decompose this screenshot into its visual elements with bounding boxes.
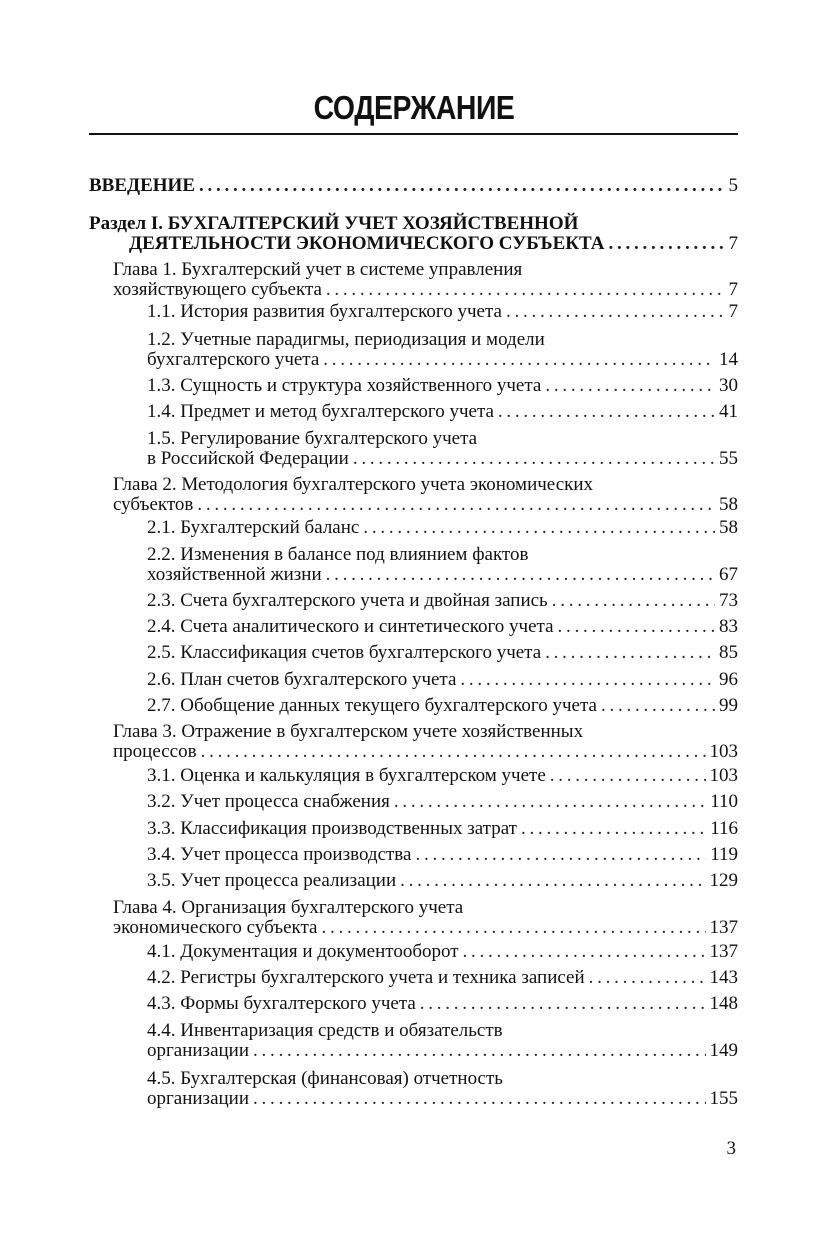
toc-entry-title: ВВЕДЕНИЕ bbox=[89, 175, 195, 196]
toc-entry-title: Глава 2. Методология бухгалтерского учета экономических bbox=[113, 474, 594, 495]
toc-page-number: 30 bbox=[719, 375, 738, 396]
toc-entry-title: 3.1. Оценка и калькуляция в бухгалтерском учете bbox=[147, 765, 546, 786]
toc-page-number: 83 bbox=[719, 616, 738, 637]
toc-page-number: 7 bbox=[728, 233, 738, 254]
dot-leader bbox=[199, 176, 725, 196]
toc-page-number: 103 bbox=[709, 765, 738, 786]
toc-entry-2-6[interactable] bbox=[89, 670, 738, 690]
toc-entry-2-1[interactable] bbox=[89, 518, 738, 538]
toc-entry-title: 1.3. Сущность и структура хозяйственного учета bbox=[147, 375, 542, 396]
toc-page-number: 14 bbox=[719, 349, 738, 370]
dot-leader bbox=[321, 918, 705, 938]
toc-entry-3-5[interactable] bbox=[89, 871, 738, 891]
toc-page-number: 58 bbox=[719, 494, 738, 515]
toc-entry-title-continued: организации bbox=[147, 1088, 250, 1109]
dot-leader bbox=[545, 643, 715, 663]
toc-entry-title: 2.6. План счетов бухгалтерского учета bbox=[147, 669, 457, 690]
dot-leader bbox=[608, 234, 724, 254]
toc-page-number: 103 bbox=[709, 741, 738, 762]
dot-leader bbox=[353, 449, 715, 469]
page-number: 3 bbox=[726, 1138, 736, 1159]
toc-entry-4-1[interactable] bbox=[89, 942, 738, 962]
dot-leader bbox=[201, 742, 706, 762]
toc-entry-title-continued: хозяйственной жизни bbox=[147, 564, 322, 585]
toc-entry-1-4[interactable] bbox=[89, 402, 738, 422]
toc-entry-3-2[interactable] bbox=[89, 792, 738, 812]
toc-page-number: 143 bbox=[709, 967, 738, 988]
toc-entry-title: 1.1. История развития бухгалтерского учета bbox=[147, 301, 502, 322]
toc-entry-2-3[interactable] bbox=[89, 591, 738, 611]
toc-entry-chapter-1[interactable] bbox=[89, 260, 738, 300]
toc-page-number: 137 bbox=[709, 917, 738, 938]
dot-leader bbox=[323, 350, 715, 370]
toc-entry-title: Глава 3. Отражение в бухгалтерском учете хозяйственных bbox=[113, 721, 584, 742]
dot-leader bbox=[545, 376, 715, 396]
dot-leader bbox=[521, 819, 706, 839]
toc-entry-introduction[interactable] bbox=[89, 176, 738, 196]
toc-entry-title: 4.1. Документация и документооборот bbox=[147, 941, 459, 962]
toc-entry-title: 3.2. Учет процесса снабжения bbox=[147, 791, 390, 812]
toc-entry-title: 2.7. Обобщение данных текущего бухгалтерского учета bbox=[147, 695, 597, 716]
toc-page-number: 55 bbox=[719, 448, 738, 469]
toc-page-number: 148 bbox=[709, 993, 738, 1014]
toc-page-number: 58 bbox=[719, 517, 738, 538]
toc-page-number: 129 bbox=[709, 870, 738, 891]
dot-leader bbox=[601, 696, 715, 716]
toc-entry-title: 2.2. Изменения в балансе под влиянием фактов bbox=[147, 544, 529, 565]
toc-page-number: 5 bbox=[728, 175, 738, 196]
toc-page-number: 85 bbox=[719, 642, 738, 663]
dot-leader bbox=[363, 518, 715, 538]
toc-page-number: 67 bbox=[719, 564, 738, 585]
toc-entry-title-continued: субъектов bbox=[113, 494, 194, 515]
toc-entry-title: 4.2. Регистры бухгалтерского учета и техника записей bbox=[147, 967, 585, 988]
toc-entry-3-3[interactable] bbox=[89, 819, 738, 839]
toc-entry-2-4[interactable] bbox=[89, 617, 738, 637]
toc-entry-title: Глава 4. Организация бухгалтерского учета bbox=[113, 897, 464, 918]
toc-entry-1-5[interactable] bbox=[89, 429, 738, 469]
toc-entry-title-continued: организации bbox=[147, 1040, 250, 1061]
toc-entry-title: 2.1. Бухгалтерский баланс bbox=[147, 517, 360, 538]
dot-leader bbox=[460, 670, 715, 690]
toc-page-number: 110 bbox=[710, 791, 738, 812]
toc-entry-title-continued: процессов bbox=[113, 741, 197, 762]
toc-entry-1-3[interactable] bbox=[89, 376, 738, 396]
toc-entry-4-5[interactable] bbox=[89, 1069, 738, 1109]
toc-entry-1-2[interactable] bbox=[89, 330, 738, 370]
toc-entry-title: 1.2. Учетные парадигмы, периодизация и модели bbox=[147, 329, 545, 350]
toc-page-number: 149 bbox=[709, 1040, 738, 1061]
toc-entry-chapter-2[interactable] bbox=[89, 475, 738, 515]
toc-page-number: 137 bbox=[709, 941, 738, 962]
toc-entry-3-1[interactable] bbox=[89, 766, 738, 786]
toc-entry-2-5[interactable] bbox=[89, 643, 738, 663]
dot-leader bbox=[197, 495, 715, 515]
dot-leader bbox=[326, 280, 725, 300]
toc-entry-4-3[interactable] bbox=[89, 994, 738, 1014]
dot-leader bbox=[253, 1089, 705, 1109]
toc-entry-2-2[interactable] bbox=[89, 545, 738, 585]
toc-entry-title: 1.5. Регулирование бухгалтерского учета bbox=[147, 428, 478, 449]
toc-entry-3-4[interactable] bbox=[89, 845, 738, 865]
toc-entry-title: 3.5. Учет процесса реализации bbox=[147, 870, 397, 891]
title-divider bbox=[89, 133, 738, 135]
toc-entry-title: 2.3. Счета бухгалтерского учета и двойная запись bbox=[147, 590, 548, 611]
dot-leader bbox=[550, 766, 706, 786]
toc-page-number: 155 bbox=[709, 1088, 738, 1109]
toc-entry-title: 1.4. Предмет и метод бухгалтерского учета bbox=[147, 401, 494, 422]
toc-entry-2-7[interactable] bbox=[89, 696, 738, 716]
toc-page-number: 116 bbox=[710, 818, 738, 839]
toc-page-number: 41 bbox=[719, 401, 738, 422]
toc-entry-title: 4.3. Формы бухгалтерского учета bbox=[147, 993, 416, 1014]
dot-leader bbox=[253, 1041, 705, 1061]
toc-entry-1-1[interactable] bbox=[89, 302, 738, 322]
toc-entry-title: 4.5. Бухгалтерская (финансовая) отчетность bbox=[147, 1068, 503, 1089]
toc-entry-title-continued: хозяйствующего субъекта bbox=[113, 279, 322, 300]
toc-entry-title-continued: в Российской Федерации bbox=[147, 448, 349, 469]
dot-leader bbox=[394, 792, 706, 812]
dot-leader bbox=[463, 942, 706, 962]
toc-page-number: 96 bbox=[719, 669, 738, 690]
toc-page-number: 7 bbox=[728, 279, 738, 300]
toc-page-number: 73 bbox=[719, 590, 738, 611]
toc-entry-chapter-4[interactable] bbox=[89, 898, 738, 938]
dot-leader bbox=[400, 871, 705, 891]
dot-leader bbox=[498, 402, 715, 422]
page-title: СОДЕРЖАНИЕ bbox=[313, 89, 515, 126]
toc-entry-chapter-3[interactable] bbox=[89, 722, 738, 762]
dot-leader bbox=[415, 845, 706, 865]
toc-entry-section-1[interactable] bbox=[89, 214, 738, 254]
dot-leader bbox=[589, 968, 706, 988]
toc-entry-title-continued: ДЕЯТЕЛЬНОСТИ ЭКОНОМИЧЕСКОГО СУБЪЕКТА bbox=[129, 233, 605, 254]
toc-page-number: 7 bbox=[728, 301, 738, 322]
dot-leader bbox=[420, 994, 706, 1014]
dot-leader bbox=[326, 565, 715, 585]
toc-entry-4-2[interactable] bbox=[89, 968, 738, 988]
toc-entry-title: 3.4. Учет процесса производства bbox=[147, 844, 412, 865]
toc-page-number: 99 bbox=[719, 695, 738, 716]
toc-entry-title: 4.4. Инвентаризация средств и обязательств bbox=[147, 1020, 503, 1041]
dot-leader bbox=[558, 617, 715, 637]
toc-entry-title-continued: экономического субъекта bbox=[113, 917, 318, 938]
toc-entry-title: 3.3. Классификация производственных затрат bbox=[147, 818, 517, 839]
dot-leader bbox=[506, 302, 725, 322]
dot-leader bbox=[552, 591, 715, 611]
toc-entry-title-continued: бухгалтерского учета bbox=[147, 349, 320, 370]
toc-page-number: 119 bbox=[710, 844, 738, 865]
toc-entry-title: Глава 1. Бухгалтерский учет в системе управления bbox=[113, 259, 523, 280]
toc-entry-title: Раздел I. БУХГАЛТЕРСКИЙ УЧЕТ ХОЗЯЙСТВЕННОЙ bbox=[89, 213, 579, 234]
toc-entry-title: 2.5. Классификация счетов бухгалтерского учета bbox=[147, 642, 542, 663]
toc-entry-title: 2.4. Счета аналитического и синтетического учета bbox=[147, 616, 554, 637]
toc-entry-4-4[interactable] bbox=[89, 1021, 738, 1061]
